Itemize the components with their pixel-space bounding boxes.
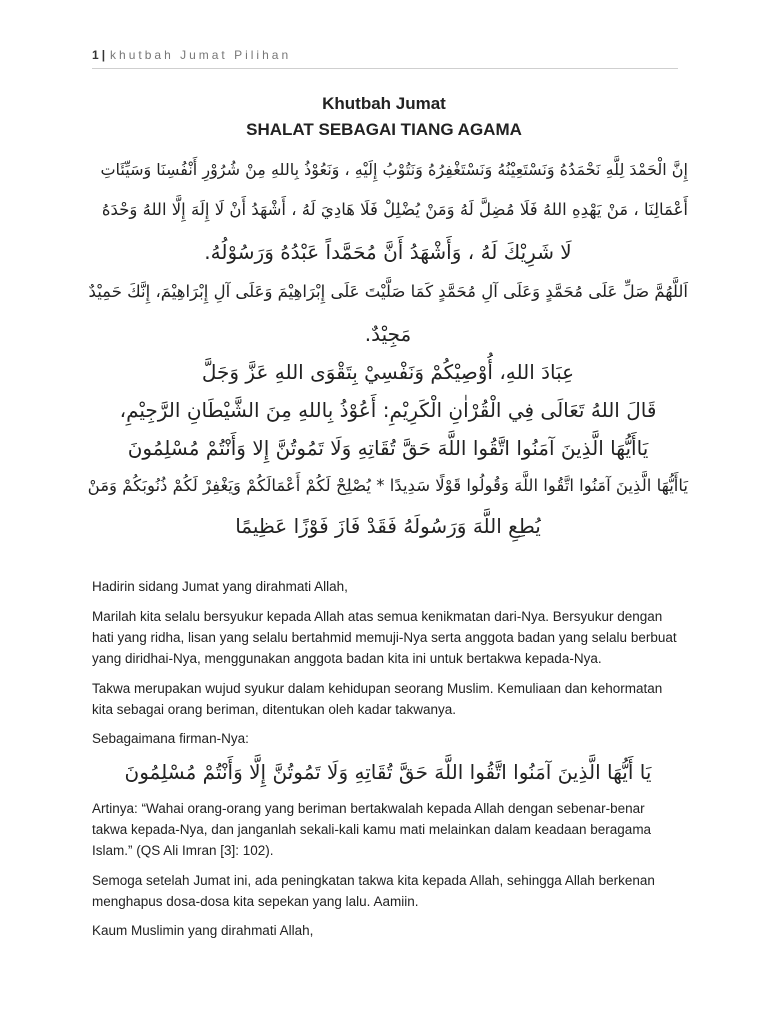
paragraph-takwa: Takwa merupakan wujud syukur dalam kehidupan seorang Muslim. Kemuliaan dan kehormatan kita sebagai orang beriman, ditentukan oleh kadar takwanya.	[92, 681, 663, 717]
paragraph-firman-intro: Sebagaimana firman-Nya:	[92, 731, 249, 746]
paragraph-greeting: Hadirin sidang Jumat yang dirahmati Allah,	[92, 579, 348, 594]
document-subtitle: SHALAT SEBAGAI TIANG AGAMA	[246, 120, 522, 139]
arabic-line-5: مَجِيْدٌ.	[364, 322, 412, 346]
document-title: Khutbah Jumat	[322, 94, 446, 113]
page-number: 1	[92, 48, 100, 62]
arabic-line-9: يَاأَيُّهَا الَّذِينَ آمَنُوا اتَّقُوا اللَّهَ وَقُولُوا قَوْلًا سَدِيدًا * يُصْلِحْ لَكُمْ أَعْمَالَكُمْ وَيَغْفِرْ لَكُمْ ذُنُوبَكُمْ وَمَنْ	[87, 476, 688, 495]
arabic-line-6: عِبَادَ اللهِ، أُوْصِيْكُمْ وَنَفْسِيْ بِتَقْوَى اللهِ عَزَّ وَجَلَّ	[201, 360, 575, 384]
running-title: khutbah Jumat Pilihan	[110, 48, 292, 62]
arabic-line-10: يُطِعِ اللَّهَ وَرَسُولَهُ فَقَدْ فَازَ فَوْزًا عَظِيمًا	[235, 514, 541, 538]
paragraph-prayer: Semoga setelah Jumat ini, ada peningkatan takwa kita kepada Allah, sehingga Allah berkenan menghapus dosa-dosa kita sepekan yang lalu. Aamiin.	[92, 873, 655, 909]
arabic-line-3: لَا شَرِيْكَ لَهُ ، وَأَشْهَدُ أَنَّ مُحَمَّداً عَبْدُهُ وَرَسُوْلُهُ.	[204, 240, 572, 264]
running-header	[92, 46, 678, 69]
arabic-line-8: يَاأَيُّهَا الَّذِينَ آمَنُوا اتَّقُوا اللَّهَ حَقَّ تُقَاتِهِ وَلَا تَمُوتُنَّ إِلا وَأَنْتُمْ مُسْلِمُونَ	[127, 436, 649, 460]
quran-verse: يَا أَيُّهَا الَّذِينَ آمَنُوا اتَّقُوا اللَّهَ حَقَّ تُقَاتِهِ وَلَا تَمُوتُنَّ إِلَّا وَأَنْتُمْ مُسْلِمُونَ	[124, 760, 652, 784]
paragraph-gratitude: Marilah kita selalu bersyukur kepada Allah atas semua kenikmatan dari-Nya. Bersyukur dengan hati yang ridha, lisan yang selalu bertahmid memuji-Nya serta anggota badan yang selalu berbuat yang diridhai-Nya, menggunakan anggota badan kita ini untuk bertakwa kepada-Nya.	[92, 609, 677, 666]
paragraph-translation: Artinya: “Wahai orang-orang yang beriman bertakwalah kepada Allah dengan sebenar-benar takwa kepada-Nya, dan janganlah sekali-kali kamu mati melainkan dalam keadaan beragama Islam.” (QS Ali Imran [3]: 102).	[92, 801, 652, 858]
header-separator: |	[101, 48, 109, 62]
paragraph-closing-greeting: Kaum Muslimin yang dirahmati Allah,	[92, 923, 314, 938]
arabic-line-1: إِنَّ الْحَمْدَ لِلَّهِ نَحْمَدُهُ وَنَسْتَعِيْنُهُ وَنَسْتَغْفِرُهُ وَنَتُوْبُ إِلَيْهِ ، وَنَعُوْذُ بِاللهِ مِنْ شُرُوْرِ أَنْفُسِنَا وَسَيِّئَاتِ	[100, 160, 688, 179]
arabic-line-4: اَللَّهُمَّ صَلِّ عَلَى مُحَمَّدٍ وَعَلَى آلِ مُحَمَّدٍ كَمَا صَلَّيْتَ عَلَى إِبْرَاهِيْمَ وَعَلَى آلِ إِبْرَاهِيْمَ، إِنَّكَ حَمِيْدٌ	[88, 282, 688, 301]
arabic-line-2: أَعْمَالِنَا ، مَنْ يَهْدِهِ اللهُ فَلَا مُضِلَّ لَهُ وَمَنْ يُضْلِلْ فَلَا هَادِيَ لَهُ ، أَشْهَدُ أَنْ لَا إِلَهَ إِلَّا اللهُ وَحْدَهُ	[101, 200, 688, 219]
arabic-line-7: قَالَ اللهُ تَعَالَى فِي الْقُرْاٰنِ الْكَرِيْمِ: أَعُوْذُ بِاللهِ مِنَ الشَّيْطَانِ الرَّجِيْمِ،	[119, 398, 657, 422]
